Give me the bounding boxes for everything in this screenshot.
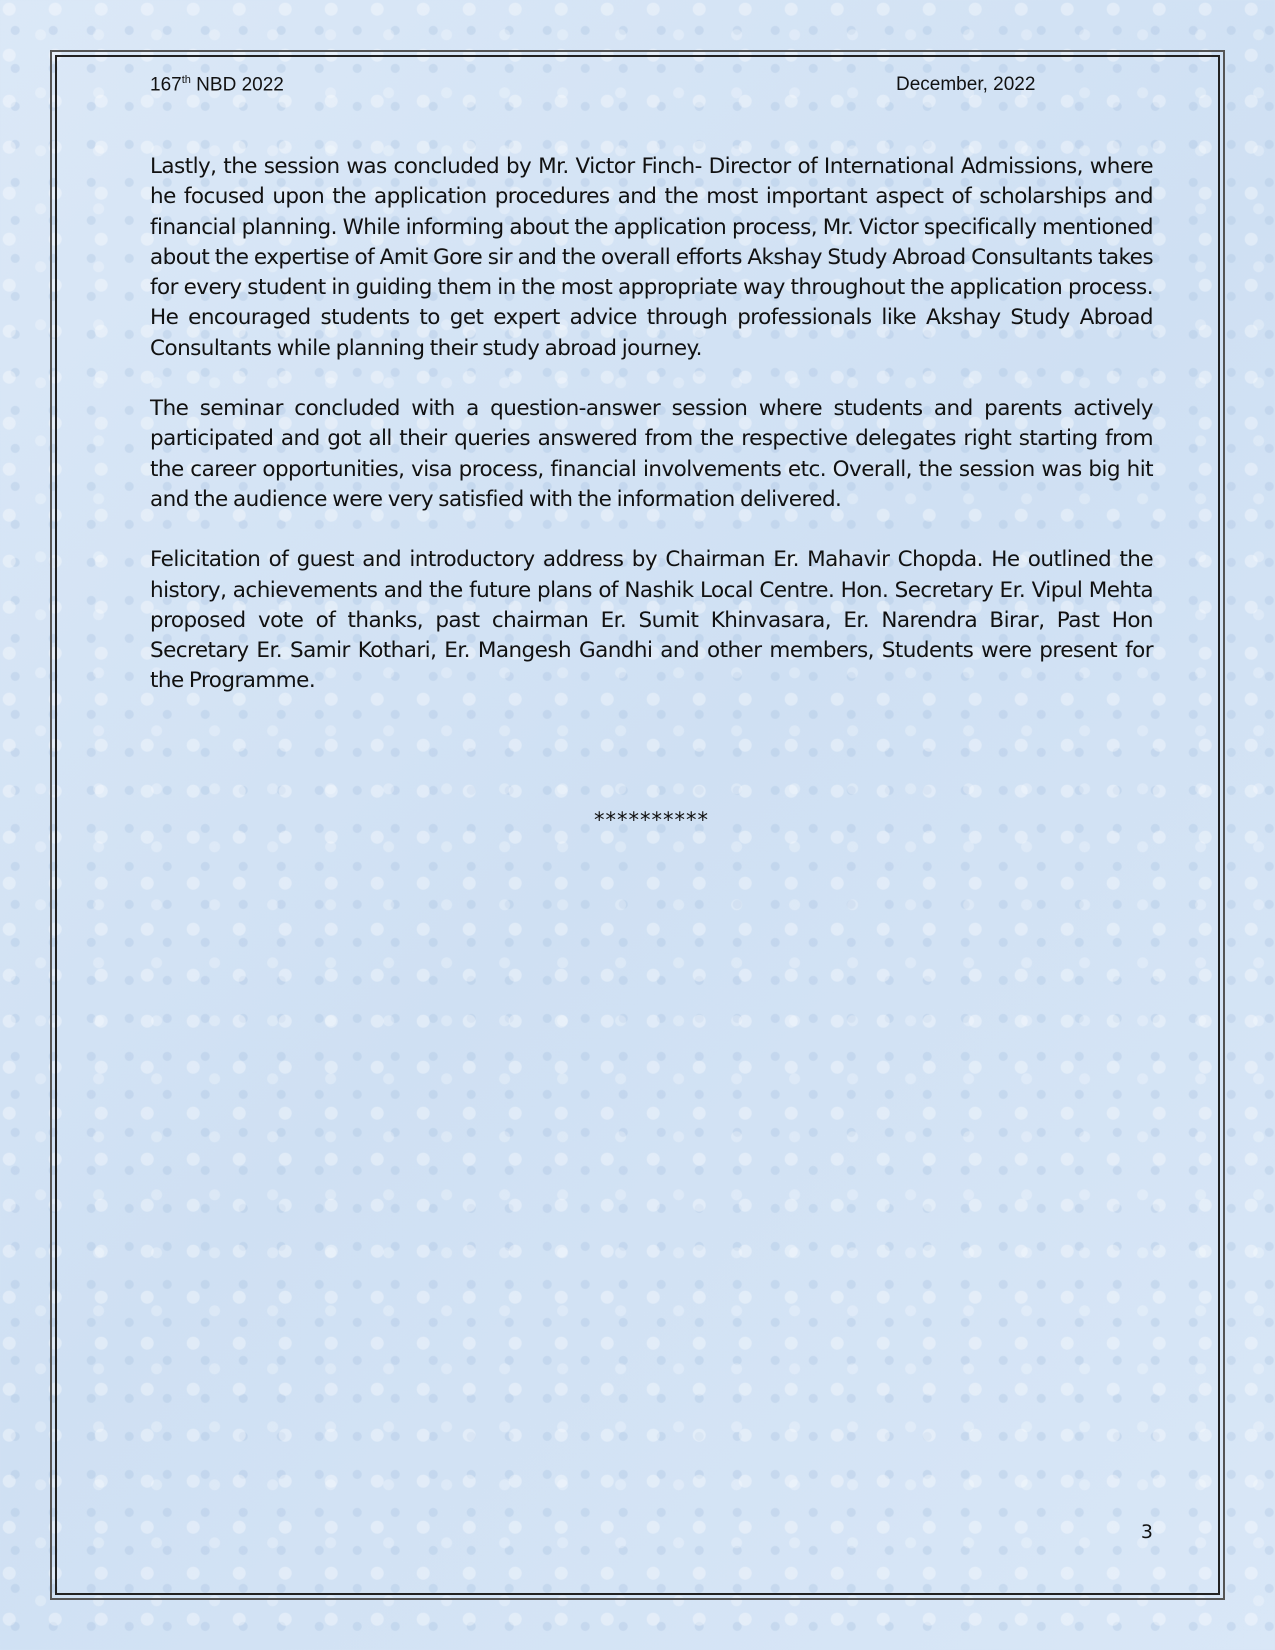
issue-date: December, 2022 — [896, 74, 1036, 95]
edition-label — [150, 74, 284, 96]
paragraph-qa-session: The seminar concluded with a question-answer session where students and parents actively participated and got all their queries answered from the respective delegates right starting from the career opportunities, visa process, financial involvements etc. Overall, the session was big hit and the audience were very satisfied with the information delivered. — [150, 396, 1153, 512]
edition-rest: NBD 2022 — [190, 74, 284, 96]
paragraph-closing-session: Lastly, the session was concluded by Mr. Victor Finch- Director of International Admissions, where he focused upon the application procedures and the most important aspect of scholarships and financial planning. While informing about the application process, Mr. Victor specifically mentioned about the expertise of Amit Gore sir and the overall efforts Akshay Study Abroad Consultants takes for every student in guiding them in the most appropriate way throughout the application process. He encouraged students to get expert advice through professionals like Akshay Study Abroad Consultants while planning their study abroad journey. — [150, 154, 1153, 361]
edition-number: 167 — [150, 74, 182, 96]
page-number: 3 — [1140, 1521, 1153, 1543]
article-body — [150, 152, 1153, 727]
section-separator: ********** — [594, 808, 709, 832]
edition-suffix: th — [181, 74, 191, 86]
paragraph-felicitation: Felicitation of guest and introductory address by Chairman Er. Mahavir Chopda. He outlined the history, achievements and the future plans of Nashik Local Centre. Hon. Secretary Er. Vipul Mehta proposed vote of thanks, past chairman Er. Sumit Khinvasara, Er. Narendra Birar, Past Hon Secretary Er. Samir Kothari, Er. Mangesh Gandhi and other members, Students were present for the Programme. — [150, 547, 1153, 694]
